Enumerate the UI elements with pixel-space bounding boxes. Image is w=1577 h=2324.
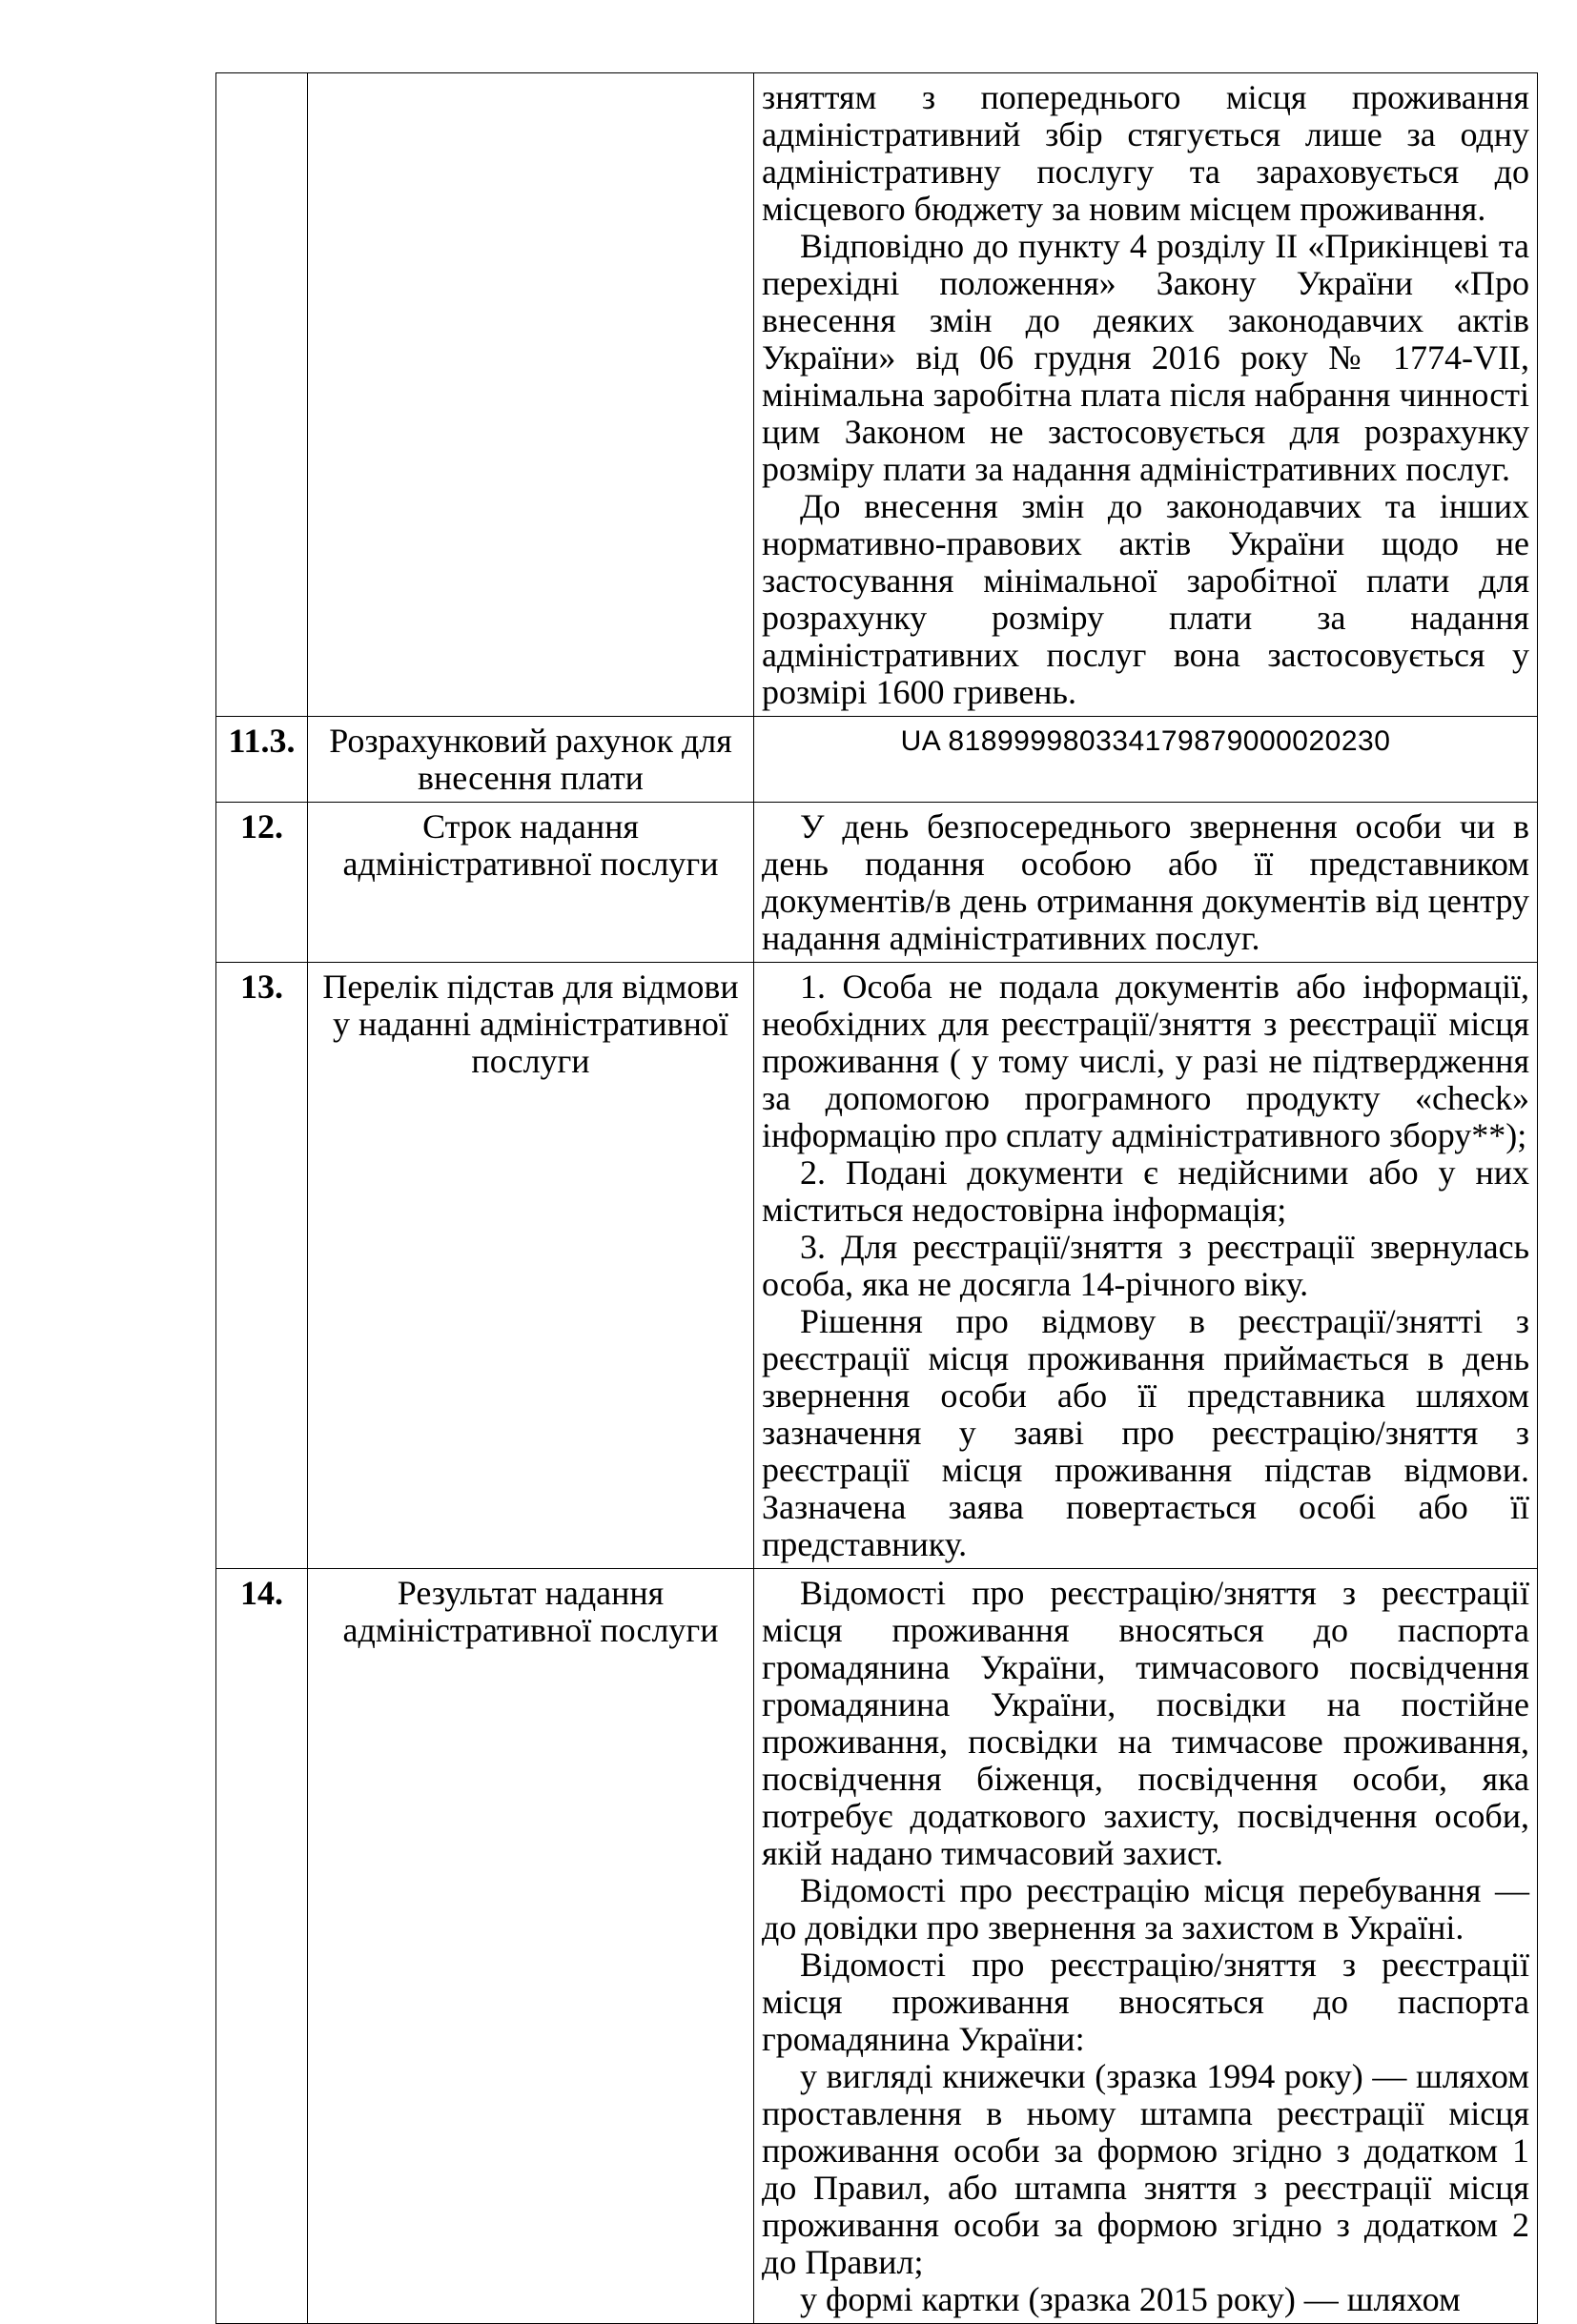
table-row [216,717,1538,803]
paragraph: Відповідно до пункту 4 розділу ІІ «Прикінцеві та перехідні положення» Закону України «Про внесення змін до деяких законодавчих актів України» від 06 грудня 2016 року № 1774-VIІ, мінімальна заробітна плата після набрання чинності цим Законом не застосовується для розрахунку розміру плати за надання адміністративних послуг. [762,227,1529,488]
paragraph: Відомості про реєстрацію/зняття з реєстрації місця проживання вносяться до паспорта громадянина України: [762,1946,1529,2058]
row-label: Розрахунковий рахунок для внесення плати [308,717,754,803]
row-label: Результат надання адміністративної послуги [308,1569,754,2324]
table-row [216,1569,1538,2324]
row-number: 11.3. [216,717,308,803]
paragraph: Рішення про відмову в реєстрації/знятті з реєстрації місця проживання приймається в день звернення особи або її представника шляхом зазначення у заяві про реєстрацію/зняття з реєстрації місця проживання підстав відмови. Зазначена заява повертається особі або її представнику. [762,1302,1529,1563]
paragraph: у формі картки (зразка 2015 року) — шляхом [800,2280,1461,2318]
paragraph: Відомості про реєстрацію/зняття з реєстрації місця проживання вносяться до паспорта громадянина України, тимчасового посвідчення громадянина України, посвідки на постійне проживання, посвідки на тимчасове проживання, посвідчення біженця, посвідчення особи, яка потребує додаткового захисту, посвідчення особи, якій надано тимчасовий захист. [762,1574,1529,1872]
paragraph: До внесення змін до законодавчих та інших нормативно-правових актів України щодо не застосування мінімальної заробітної плати для розрахунку розміру плати за надання адміністративних послуг вона застосовується у розмірі 1600 гривень. [762,487,1529,711]
paragraph: У день безпосереднього звернення особи чи в день подання особою або її представником документів/в день отримання документів від центру надання адміністративних послуг. [762,807,1529,957]
row-number: 13. [216,963,308,1569]
row-value [754,963,1538,1569]
service-info-table [215,72,1538,2324]
account-number: UA 818999980334179879000020230 [900,725,1391,757]
paragraph: 1. Особа не подала документів або інформації, необхідних для реєстрації/зняття з реєстрації місця проживання ( у тому числі, у разі не підтвердження за допомогою програмного продукту «check» інформацію про сплату адміністративного збору**); [762,968,1529,1154]
row-label [308,73,754,717]
row-value [754,803,1538,963]
table-row [216,963,1538,1569]
paragraph: Відомості про реєстрацію місця перебування — до довідки про звернення за захистом в Україні. [762,1871,1529,1947]
row-value [754,1569,1538,2324]
document-page [215,72,1537,2318]
table-row [216,803,1538,963]
row-value [754,717,1538,803]
row-value [754,73,1538,717]
paragraph: 2. Подані документи є недійсними або у них міститься недостовірна інформація; [762,1153,1529,1229]
row-label: Строк надання адміністративної послуги [308,803,754,963]
paragraph: у вигляді книжечки (зразка 1994 року) — шляхом проставлення в ньому штампа реєстрації місця проживання особи за формою згідно з додатком 1 до Правил, або штампа зняття з реєстрації місця проживання особи за формою згідно з додатком 2 до Правил; [762,2057,1529,2281]
paragraph: зняттям з попереднього місця проживання адміністративний збір стягується лише за одну адміністративну послугу та зараховується до місцевого бюджету за новим місцем проживання. [762,78,1529,228]
row-label: Перелік підстав для відмови у наданні адміністративної послуги [308,963,754,1569]
paragraph: 3. Для реєстрації/зняття з реєстрації звернулась особа, яка не досягла 14-річного віку. [762,1228,1529,1303]
row-number: 14. [216,1569,308,2324]
row-number [216,73,308,717]
table-row [216,73,1538,717]
row-number: 12. [216,803,308,963]
